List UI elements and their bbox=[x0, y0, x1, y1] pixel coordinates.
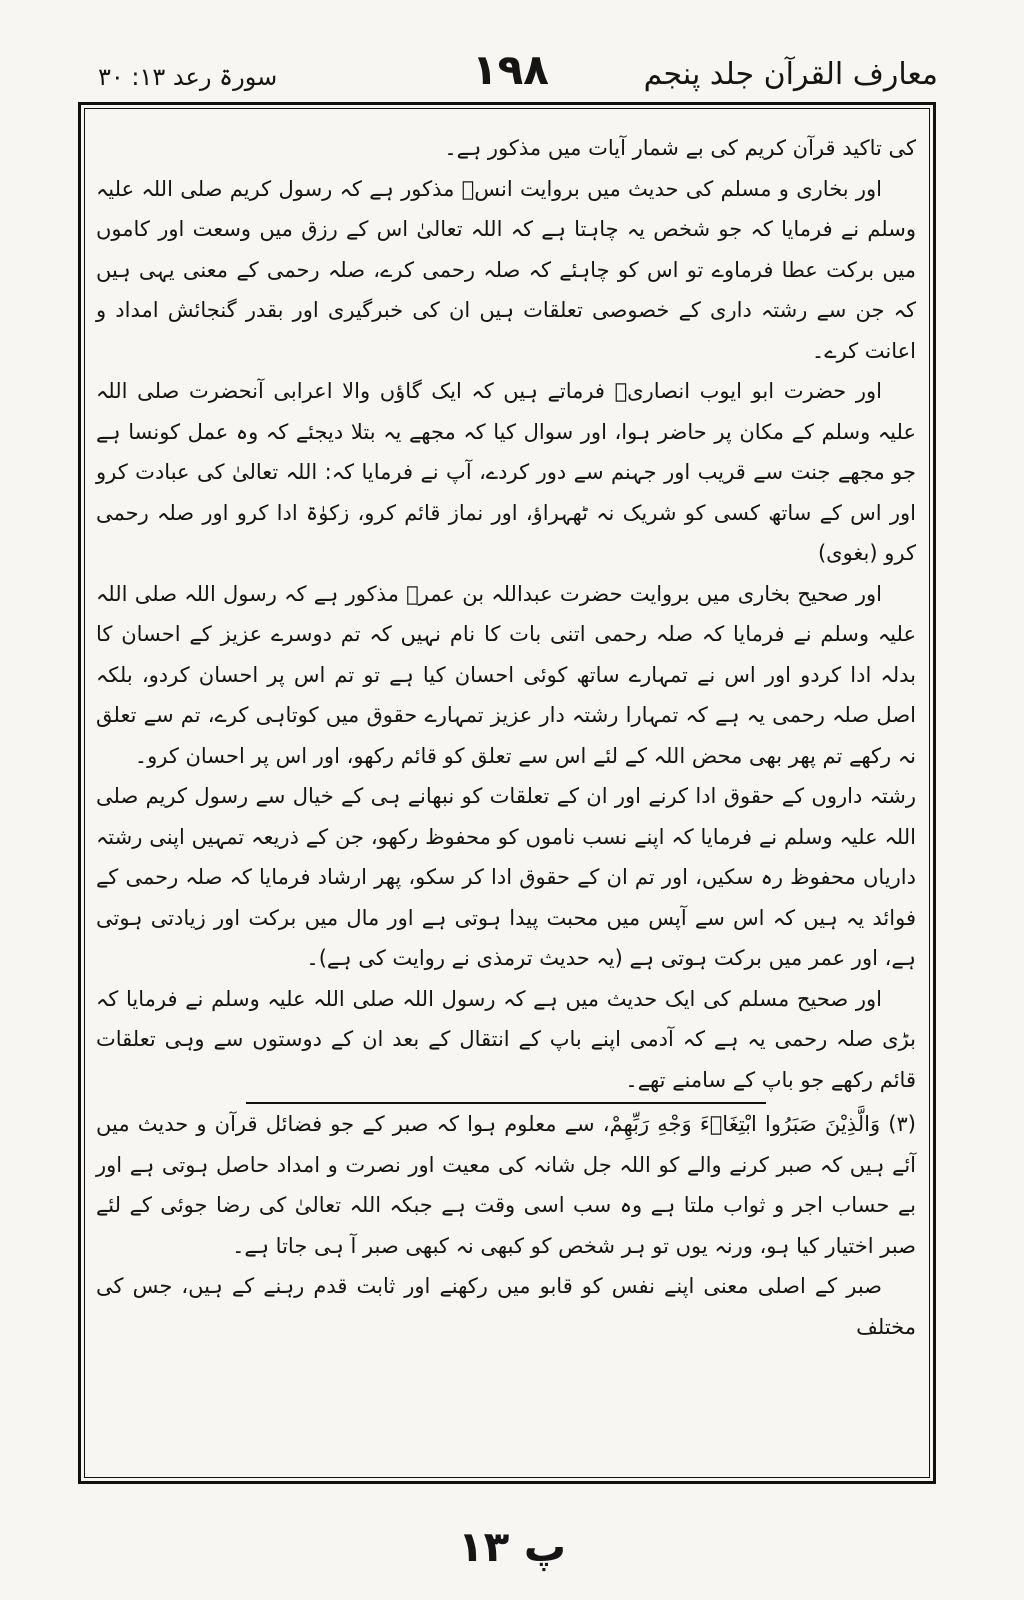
book-title: معارف القرآن جلد پنجم bbox=[643, 57, 938, 92]
paragraph-8: صبر کے اصلی معنی اپنے نفس کو قابو میں رکھنے اور ثابت قدم رہنے کے ہیں، جس کی مختلف bbox=[96, 1274, 916, 1339]
paragraph-4: اور صحیح بخاری میں بروایت حضرت عبداللہ بن عمرؓ مذکور ہے کہ رسول اللہ صلی اللہ علیہ وسلم نے فرمایا کہ صلہ رحمی اتنی بات کا نام نہیں کہ تم دوسرے عزیز کے احسان کا بدلہ ادا کردو اور اس نے تمہارے ساتھ کوئی احسان کیا ہے تو تم اس پر احسان کردو، بلکہ اصل صلہ رحمی یہ ہے کہ تمہارا رشتہ دار عزیز تمہارے حقوق میں کوتاہی کرے، تم سے تعلق نہ رکھے تم پھر بھی محض اللہ کے لئے اس سے تعلق کو قائم رکھو، اور اس پر احسان کرو۔ bbox=[96, 581, 916, 768]
paragraph-2: اور بخاری و مسلم کی حدیث میں بروایت انسؓ مذکور ہے کہ رسول کریم صلی اللہ علیہ وسلم نے فرمایا کہ جو شخص یہ چاہتا ہے کہ اللہ تعالیٰ اس کے رزق میں وسعت اور کاموں میں برکت عطا فرماوے تو اس کو چاہئے کہ صلہ رحمی کرے، صلہ رحمی کے معنی یہی ہیں کہ جن سے رشتہ داری کے خصوصی تعلقات ہیں ان کی خبرگیری اور بقدر گنجائش امداد و اعانت کرے۔ bbox=[96, 176, 916, 363]
paragraph-1: کی تاکید قرآن کریم کی بے شمار آیات میں مذکور ہے۔ bbox=[444, 136, 916, 160]
paragraph-7: (۳) وَالَّذِيْنَ صَبَرُوا ابْتِغَاۗءَ وَجْهِ رَبِّهِمْ، سے معلوم ہوا کہ صبر کے جو فضائل قرآن و حدیث میں آئے ہیں کہ صبر کرنے والے کو اللہ جل شانہ کی معیت اور نصرت و امداد حاصل ہوتی ہے اور بے حساب اجر و ثواب ملتا ہے وہ سب اسی وقت ہے جبکہ اللہ تعالیٰ کی رضا جوئی کے لئے صبر اختیار کیا ہو، ورنہ یوں تو ہر شخص کو کبھی نہ کبھی صبر آ ہی جاتا ہے۔ bbox=[96, 1112, 916, 1258]
paragraph-6: اور صحیح مسلم کی ایک حدیث میں ہے کہ رسول اللہ صلی اللہ علیہ وسلم نے فرمایا کہ بڑی صلہ رحمی یہ ہے کہ آدمی اپنے باپ کے انتقال کے بعد ان کے دوستوں سے وہی تعلقات قائم رکھے جو باپ کے سامنے تھے۔ bbox=[96, 986, 916, 1092]
page-body bbox=[96, 128, 916, 1347]
paragraph-3: اور حضرت ابو ایوب انصاریؓ فرماتے ہیں کہ ایک گاؤں والا اعرابی آنحضرت صلی اللہ علیہ وسلم کے مکان پر حاضر ہوا، اور سوال کیا کہ مجھے یہ بتلا دیجئے کہ وہ عمل کونسا ہے جو مجھے جنت سے قریب اور جہنم سے دور کردے، آپ نے فرمایا کہ: اللہ تعالیٰ کی عبادت کرو اور اس کے ساتھ کسی کو شریک نہ ٹھہراؤ، اور نماز قائم کرو، زکوٰۃ ادا کرو اور صلہ رحمی کرو (بغوی) bbox=[96, 379, 916, 565]
paragraph-5: رشتہ داروں کے حقوق ادا کرنے اور ان کے تعلقات کو نبھانے ہی کے خیال سے رسول کریم صلی اللہ علیہ وسلم نے فرمایا کہ اپنے نسب ناموں کو محفوظ رکھو، جن کے ذریعہ تمہیں اپنی رشتہ داریاں محفوظ رہ سکیں، اور تم ان کے حقوق ادا کر سکو، پھر ارشاد فرمایا کہ صلہ رحمی کے فوائد یہ ہیں کہ اس سے آپس میں محبت پیدا ہوتی ہے اور مال میں برکت اور زیادتی ہوتی ہے، اور عمر میں برکت ہوتی ہے (یہ حدیث ترمذی نے روایت کی ہے)۔ bbox=[96, 784, 916, 970]
juz-footer: پ ۱۳ bbox=[457, 1522, 567, 1571]
page-number: ۱۹۸ bbox=[472, 45, 549, 94]
surah-reference: سورۃ رعد ۱۳: ۳۰ bbox=[98, 63, 278, 91]
